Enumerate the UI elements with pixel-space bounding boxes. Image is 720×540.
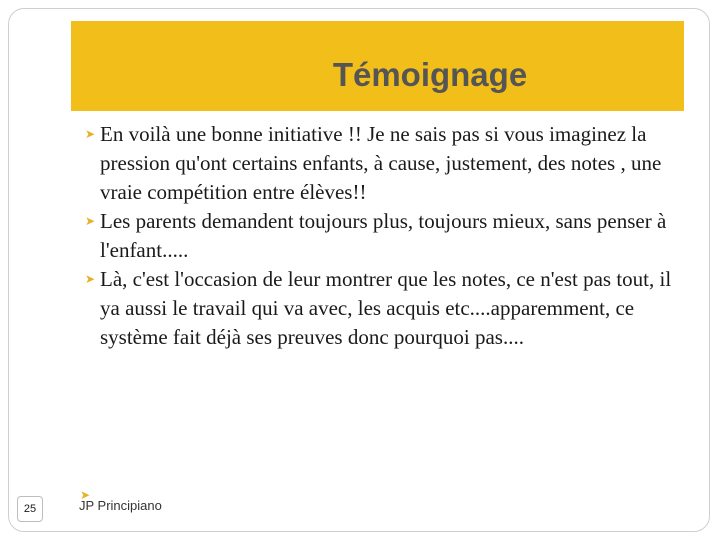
slide-content — [85, 120, 675, 352]
arrow-bullet-icon: ➤ — [85, 127, 96, 141]
slide-number: 25 — [17, 496, 43, 522]
slide-title: Témoignage — [332, 56, 528, 93]
arrow-bullet-icon: ➤ — [85, 214, 96, 228]
bullet-item-3 — [85, 265, 675, 352]
footer-author: JP Principiano — [79, 498, 162, 513]
bullet-item-2 — [85, 207, 675, 265]
bullet-text: Les parents demandent toujours plus, toujours mieux, sans penser à l'enfant..... — [100, 209, 667, 262]
bullet-text: Là, c'est l'occasion de leur montrer que les notes, ce n'est pas tout, il ya aussi le travail qui va avec, les acquis etc....apparemment, ce système fait déjà ses preuves donc pourquoi pas.... — [100, 267, 672, 349]
bullet-item-1 — [85, 120, 675, 207]
arrow-bullet-icon: ➤ — [80, 488, 91, 502]
arrow-bullet-icon: ➤ — [85, 272, 96, 286]
bullet-text: En voilà une bonne initiative !! Je ne sais pas si vous imaginez la pression qu'ont certains enfants, à cause, justement, des notes , une vraie compétition entre élèves!! — [100, 122, 662, 204]
